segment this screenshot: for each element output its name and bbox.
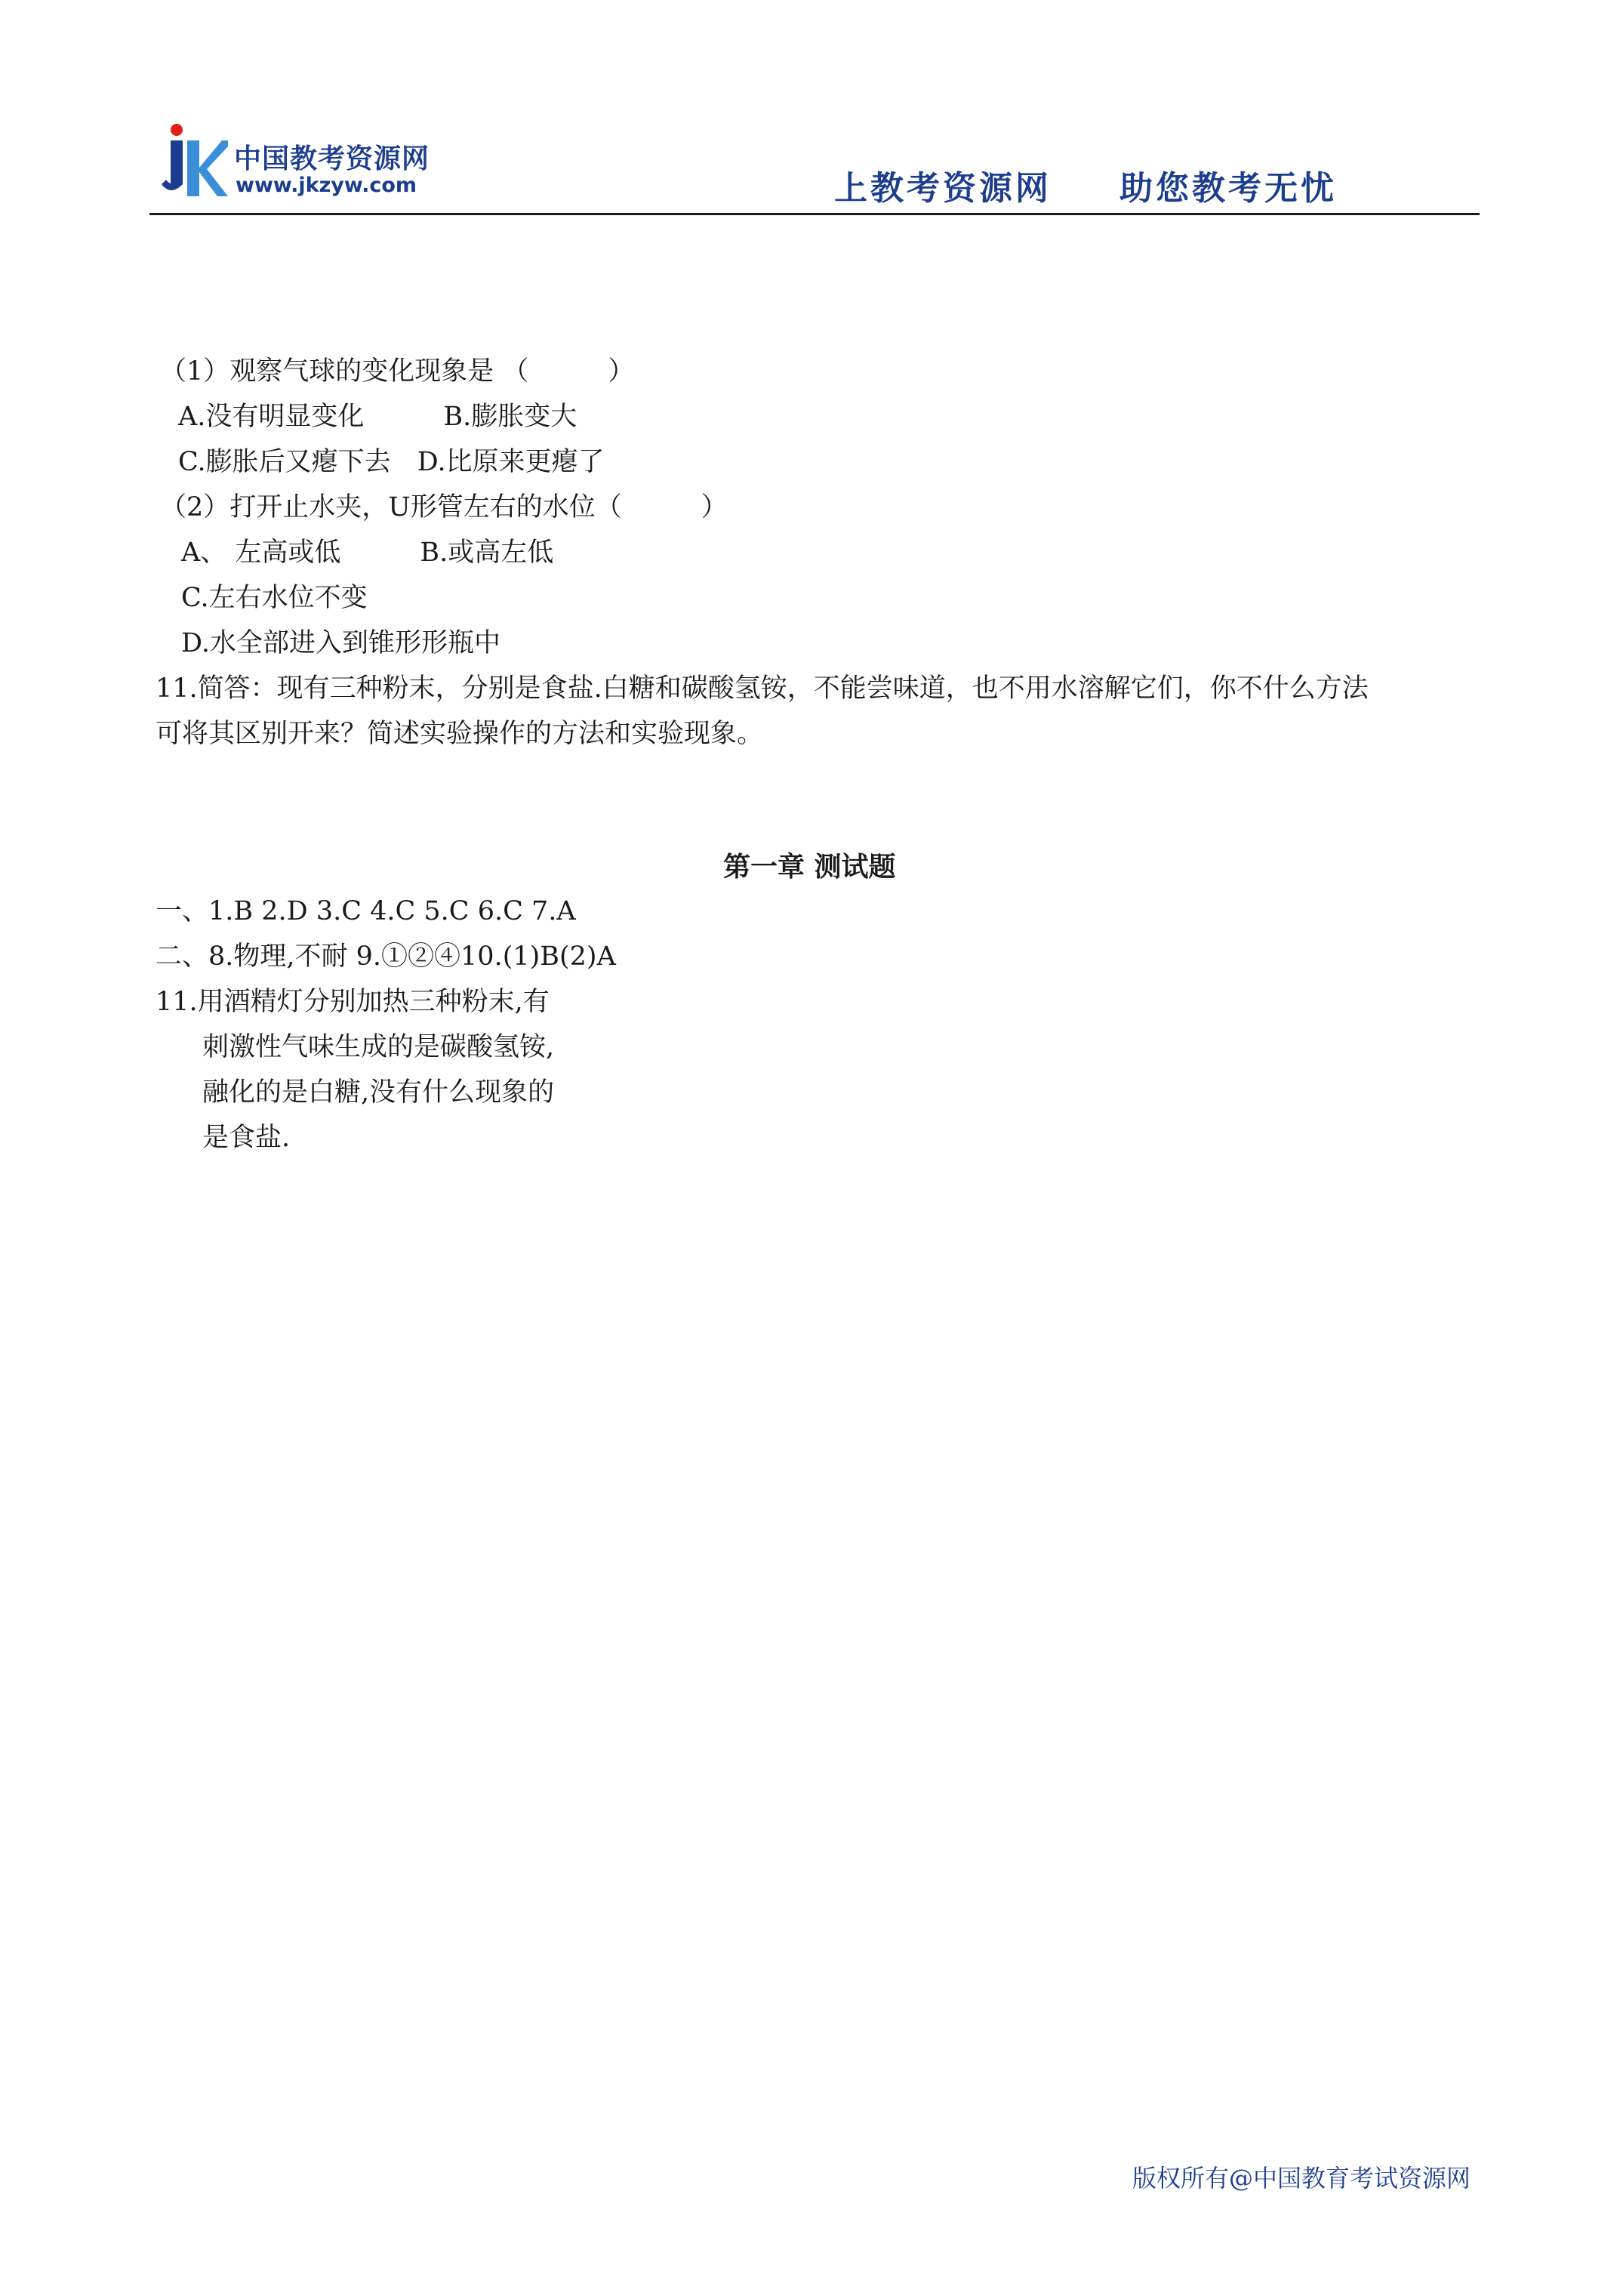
q2-options-ab: A、 左高或低 B.或高左低 <box>181 538 554 568</box>
answer-line-6: 是食盐. <box>202 1123 291 1153</box>
q1-stem: （1）观察气球的变化现象是 （ ） <box>160 356 635 387</box>
q11-text-line1: 11.简答：现有三种粉末，分别是食盐.白糖和碳酸氢铵，不能尝味道，也不用水溶解它们，你不什么方法 <box>156 673 1369 704</box>
answer-line-5: 融化的是白糖,没有什么现象的 <box>202 1077 555 1108</box>
q2-option-d: D.水全部进入到锥形形瓶中 <box>181 628 500 658</box>
q1-options-cd: C.膨胀后又瘪下去 D.比原来更瘪了 <box>178 447 605 477</box>
q2-stem: （2）打开止水夹，U形管左右的水位（ ） <box>160 492 728 522</box>
jk-logo-icon <box>160 122 228 198</box>
site-logo[interactable] <box>160 113 462 204</box>
q2-option-c: C.左右水位不变 <box>181 583 368 613</box>
q11-text-line2: 可将其区别开来？简述实验操作的方法和实验现象。 <box>156 719 764 749</box>
q1-options-ab: A.没有明显变化 B.膨胀变大 <box>178 402 577 432</box>
slogan-left: 上教考资源网 <box>834 169 1052 208</box>
answer-line-3: 11.用酒精灯分别加热三种粉末,有 <box>156 987 550 1017</box>
logo-chinese-name: 中国教考资源网 <box>234 143 430 174</box>
copyright-footer: 版权所有@中国教育考试资源网 <box>1132 2164 1471 2193</box>
header-divider <box>149 213 1480 215</box>
answer-line-4: 刺激性气味生成的是碳酸氢铵, <box>202 1032 555 1062</box>
answer-line-2: 二、8.物理,不耐 9.①②④10.(1)B(2)A <box>156 942 616 972</box>
header-slogan <box>834 161 1337 209</box>
answer-line-1: 一、1.B 2.D 3.C 4.C 5.C 6.C 7.A <box>156 896 576 926</box>
slogan-right: 助您教考无忧 <box>1119 169 1337 208</box>
answers-title: 第一章 测试题 <box>723 852 896 883</box>
logo-url[interactable]: www.jkzyw.com <box>236 174 417 197</box>
